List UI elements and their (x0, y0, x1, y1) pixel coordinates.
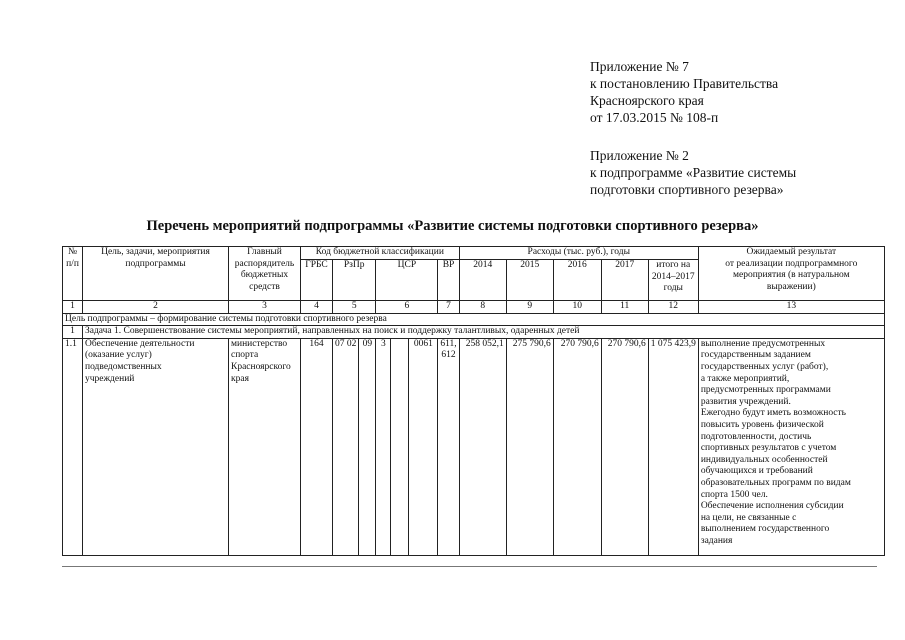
row-2016: 270 790,6 (553, 338, 601, 555)
header-goals: Цель, задачи, мероприятия подпрограммы (83, 247, 229, 301)
appendix-2-block (590, 147, 796, 198)
row-activity: Обеспечение деятельности (оказание услуг) подведомственных учреждений (83, 338, 229, 555)
goal-row (63, 313, 885, 326)
col-number: 1 (63, 301, 83, 314)
header-rzpr: РзПр (333, 260, 376, 301)
header-budget-code: Код бюджетной классификации (301, 247, 460, 260)
header-row-1 (63, 247, 885, 260)
row-vr: 611, 612 (438, 338, 459, 555)
appendix-7-line-4: от 17.03.2015 № 108-п (590, 110, 719, 125)
row-2015: 275 790,6 (506, 338, 553, 555)
row-rzpr-a: 07 02 (333, 338, 359, 555)
header-csr: ЦСР (376, 260, 438, 301)
row-csr-a: 3 (376, 338, 391, 555)
col-number: 11 (601, 301, 648, 314)
task-num: 1 (63, 326, 83, 339)
row-rzpr-b: 09 (359, 338, 376, 555)
header-manager: Главный распорядитель бюджетных средств (229, 247, 301, 301)
header-2016: 2016 (553, 260, 601, 301)
col-number: 8 (459, 301, 506, 314)
header-vr: ВР (438, 260, 459, 301)
row-csr-c: 0061 (409, 338, 438, 555)
col-number: 5 (333, 301, 376, 314)
bottom-divider (62, 566, 877, 567)
appendix-2-line-3: подготовки спортивного резерва» (590, 182, 784, 197)
task-text: Задача 1. Совершенствование системы мероприятий, направленных на поиск и поддержку талантливых, одаренных детей (83, 326, 885, 339)
header-num: № п/п (63, 247, 83, 301)
header-2015: 2015 (506, 260, 553, 301)
row-result: выполнение предусмотренных государственным заданием государственных услуг (работ), а также мероприятий, предусмотренных программами развития учреждений. Ежегодно будут иметь возможность повысить уровень физической подготовленности, достичь спортивных результатов с учетом индивидуальных особенностей обучающихся и требований образовательных программ по видам спорта 1500 чел. Обеспечение исполнения субсидии на цели, не связанные с выполнением государственного задания (698, 338, 884, 555)
header-2014: 2014 (459, 260, 506, 301)
row-manager: министерство спорта Красноярского края (229, 338, 301, 555)
col-number: 4 (301, 301, 333, 314)
col-number: 2 (83, 301, 229, 314)
header-result: Ожидаемый результат от реализации подпрограммного мероприятия (в натуральном выражении) (698, 247, 884, 301)
document-title: Перечень мероприятий подпрограммы «Развитие системы подготовки спортивного резерва» (146, 218, 759, 234)
appendix-2-line-2: к подпрограмме «Развитие системы (590, 165, 797, 180)
col-number: 12 (648, 301, 698, 314)
row-2017: 270 790,6 (601, 338, 648, 555)
col-number: 7 (438, 301, 459, 314)
appendix-7-line-1: Приложение № 7 (590, 59, 689, 74)
task-row (63, 326, 885, 339)
col-number: 13 (698, 301, 884, 314)
appendix-2-line-1: Приложение № 2 (590, 148, 689, 163)
header-2017: 2017 (601, 260, 648, 301)
row-2014: 258 052,1 (459, 338, 506, 555)
appendix-7-line-2: к постановлению Правительства (590, 76, 779, 91)
activities-table (62, 246, 885, 556)
row-grbs: 164 (301, 338, 333, 555)
column-numbers-row (63, 301, 885, 314)
row-csr-b (391, 338, 409, 555)
appendix-7-line-3: Красноярского края (590, 93, 704, 108)
appendix-7-block (590, 58, 778, 126)
goal-text: Цель подпрограммы – формирование системы подготовки спортивного резерва (63, 313, 885, 326)
header-grbs: ГРБС (301, 260, 333, 301)
table-row (63, 338, 885, 555)
col-number: 9 (506, 301, 553, 314)
row-num: 1.1 (63, 338, 83, 555)
col-number: 10 (553, 301, 601, 314)
row-total: 1 075 423,9 (648, 338, 698, 555)
header-total: итого на 2014–2017 годы (648, 260, 698, 301)
col-number: 3 (229, 301, 301, 314)
header-expenses: Расходы (тыс. руб.), годы (459, 247, 698, 260)
col-number: 6 (376, 301, 438, 314)
